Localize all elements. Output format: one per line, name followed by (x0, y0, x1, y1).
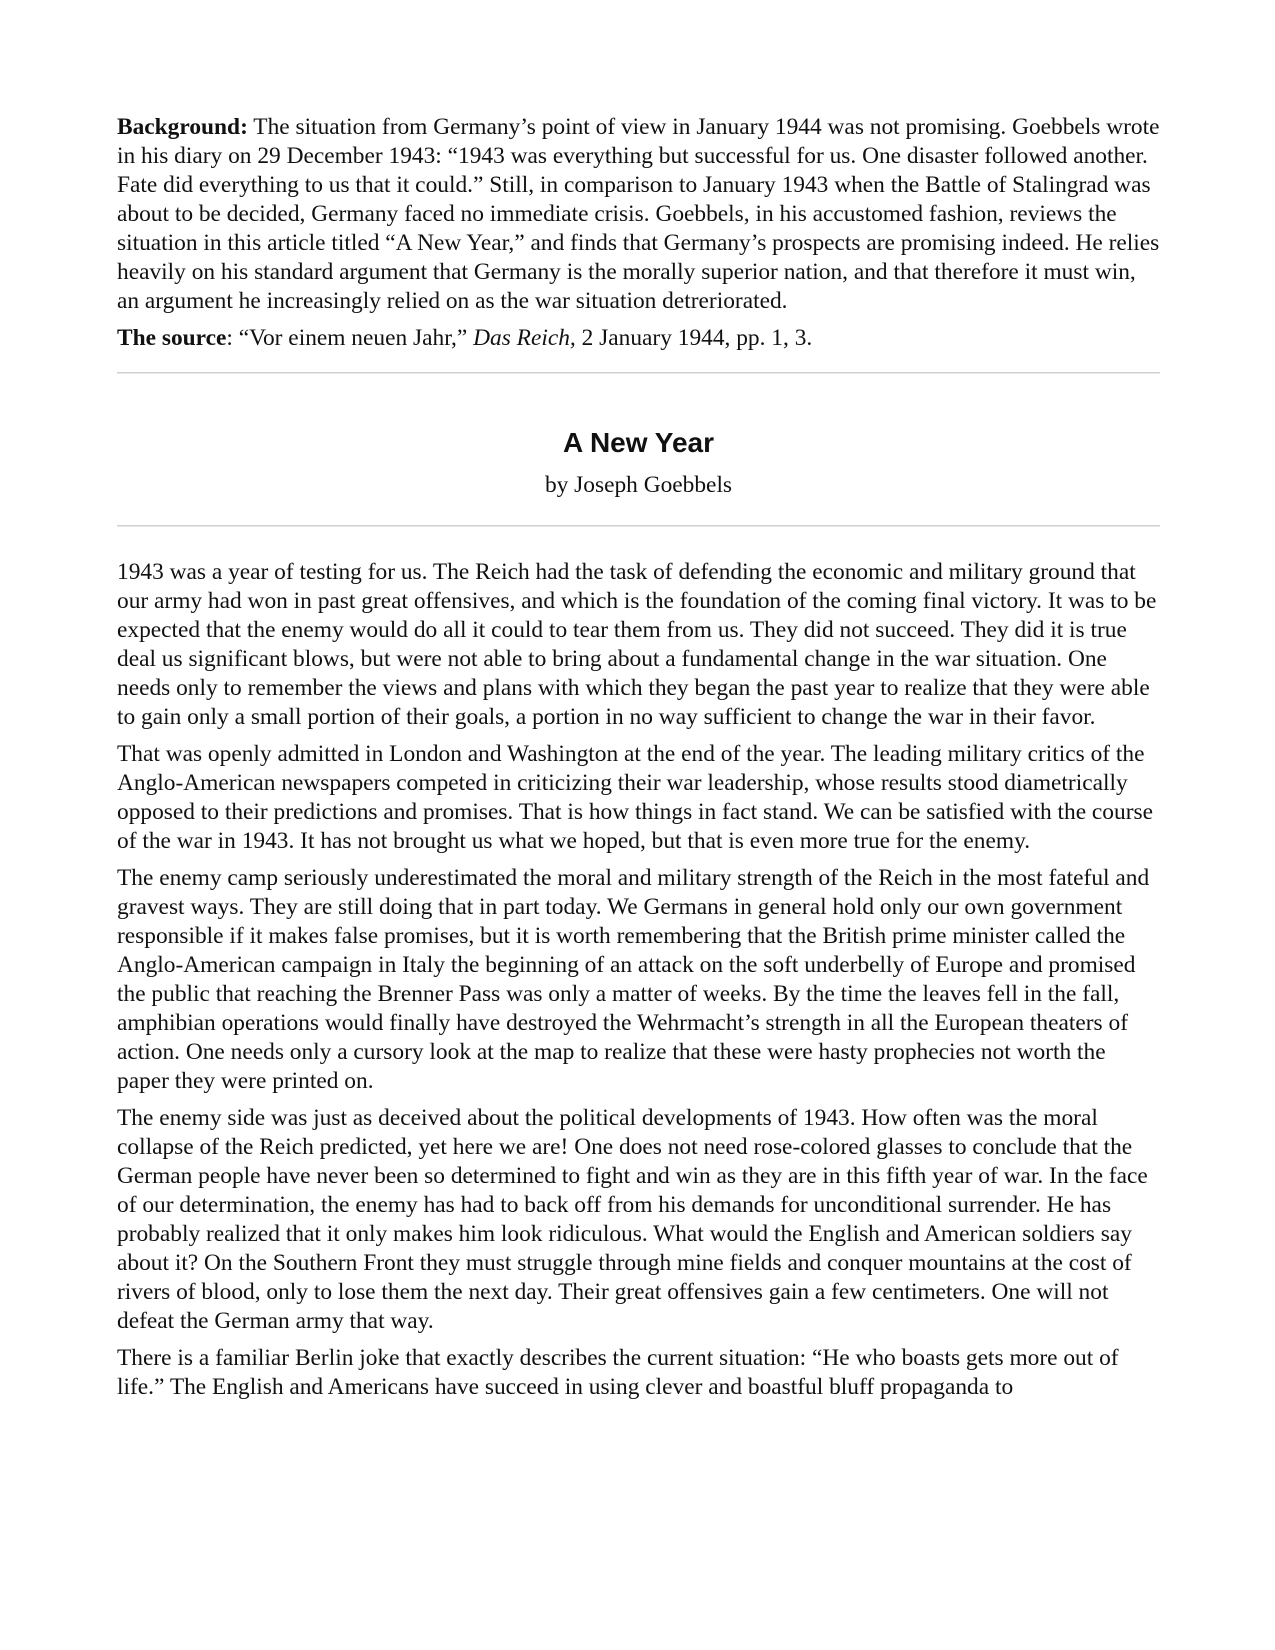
article-paragraph: 1943 was a year of testing for us. The Reich had the task of defending the economic and military ground that our army had won in past great offensives, and which is the foundation of the coming final victory. It was to be expected that the enemy would do all it could to tear them from us. They did not succeed. They did it is true deal us significant blows, but were not able to bring about a fundamental change in the war situation. One needs only to remember the views and plans with which they began the past year to realize that they were able to gain only a small portion of their goals, a portion in no way sufficient to change the war in their favor. (117, 559, 1157, 730)
source-label: The source (117, 325, 227, 351)
background-text: The situation from Germany’s point of view in January 1944 was not promising. Goebbels wrote in his diary on 29 December 1943: “1943 was everything but successful for us. One disaster followed another. Fate did everything to us that it could.” Still, in comparison to January 1943 when the Battle of Stalingrad was about to be decided, Germany faced no immediate crisis. Goebbels, in his accustomed fashion, reviews the situation in this article titled “A New Year,” and finds that Germany’s prospects are promising indeed. He relies heavily on his standard argument that Germany is the morally superior nation, and that therefore it must win, an argument he increasingly relied on as the war situation detreriorated. (117, 114, 1160, 314)
article-paragraph: That was openly admitted in London and Washington at the end of the year. The leading military critics of the Anglo-American newspapers competed in criticizing their war leadership, whose results stood diametrically opposed to their predictions and promises. That is how things in fact stand. We can be satisfied with the course of the war in 1943. It has not brought us what we hoped, but that is even more true for the enemy. (117, 741, 1153, 854)
background-paragraph (117, 113, 1160, 316)
article-paragraph: There is a familiar Berlin joke that exactly describes the current situation: “He who boasts gets more out of life.” The English and Americans have succeed in using clever and boastful bluff propaganda to (117, 1345, 1119, 1400)
source-paragraph (117, 324, 1160, 353)
article-title: A New Year (563, 427, 714, 458)
source-text-pre: : “Vor einem neuen Jahr,” (226, 325, 474, 351)
article-byline: by Joseph Goebbels (544, 472, 733, 498)
divider-top (117, 372, 1160, 374)
source-text-post: 2 January 1944, pp. 1, 3. (575, 325, 813, 351)
source-publication: Das Reich, (473, 325, 576, 351)
article-body (117, 558, 1160, 1402)
article-paragraph: The enemy side was just as deceived about the political developments of 1943. How often was the moral collapse of the Reich predicted, yet here we are! One does not need rose-colored glasses to conclude that the German people have never been so determined to fight and win as they are in this fifth year of war. In the face of our determination, the enemy has had to back off from his demands for unconditional surrender. He has probably realized that it only makes him look ridiculous. What would the English and American soldiers say about it? On the Southern Front they must struggle through mine fields and conquer mountains at the cost of rivers of blood, only to lose them the next day. Their great offensives gain a few centimeters. One will not defeat the German army that way. (117, 1105, 1148, 1334)
document-page (117, 113, 1160, 1410)
divider-bottom (117, 525, 1160, 527)
article-paragraph: The enemy camp seriously underestimated the moral and military strength of the Reich in the most fateful and gravest ways. They are still doing that in part today. We Germans in general hold only our own government responsible if it makes false promises, but it is worth remembering that the British prime minister called the Anglo-American campaign in Italy the beginning of an attack on the soft underbelly of Europe and promised the public that reaching the Brenner Pass was only a matter of weeks. By the time the leaves fell in the fall, amphibian operations would finally have destroyed the Wehrmacht’s strength in all the European theaters of action. One needs only a cursory look at the map to realize that these were hasty prophecies not worth the paper they were printed on. (117, 865, 1150, 1094)
background-label: Background: (117, 114, 248, 140)
